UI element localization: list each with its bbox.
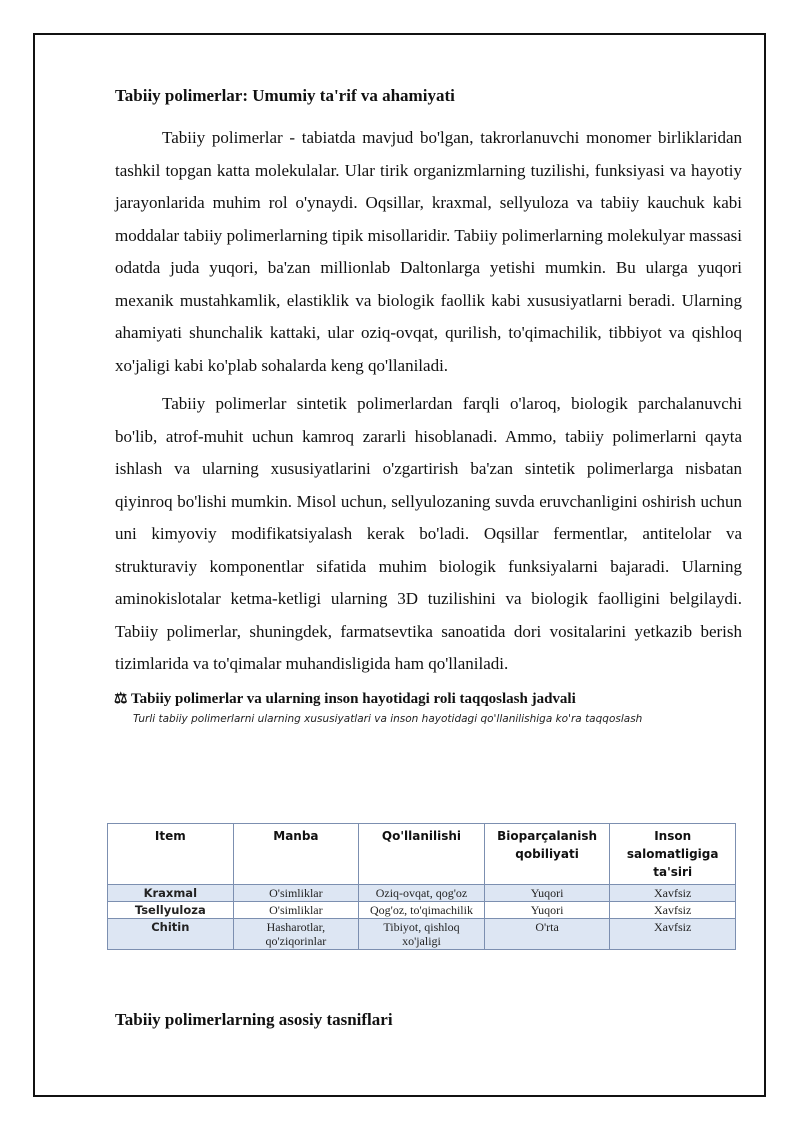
column-header: Item <box>108 824 234 885</box>
table-row <box>108 885 736 902</box>
table-cell: Xavfsiz <box>610 919 736 950</box>
table-cell: Yuqori <box>484 902 610 919</box>
row-header: Chitin <box>108 919 234 950</box>
comparison-table <box>107 823 736 950</box>
table-cell: O'simliklar <box>233 902 359 919</box>
column-header: Inson salomatligiga ta'siri <box>610 824 736 885</box>
table-header-row <box>108 824 736 885</box>
table-cell: Oziq-ovqat, qog'oz <box>359 885 485 902</box>
table-cell: Yuqori <box>484 885 610 902</box>
column-header: Bioparçalanish qobiliyati <box>484 824 610 885</box>
table-cell: Xavfsiz <box>610 885 736 902</box>
table-title <box>114 689 742 709</box>
table-subtitle: Turli tabiiy polimerlarni ularning xususiyatlari va inson hayotidagi qo'llanilishiga ko'ra taqqoslash <box>133 712 643 725</box>
row-header: Kraxmal <box>108 885 234 902</box>
table-cell: Tibiyot, qishloq xo'jaligi <box>359 919 485 950</box>
table-cell: O'simliklar <box>233 885 359 902</box>
table-row <box>108 902 736 919</box>
row-header: Tsellyuloza <box>108 902 234 919</box>
table-cell: Hasharotlar, qo'ziqorinlar <box>233 919 359 950</box>
table-row <box>108 919 736 950</box>
table-title-text: Tabiiy polimerlar va ularning inson hayotidagi roli taqqoslash jadvali <box>130 690 576 707</box>
table-cell: Xavfsiz <box>610 902 736 919</box>
section-heading: Tabiiy polimerlarning asosiy tasniflari <box>115 1010 393 1029</box>
paragraph: Tabiiy polimerlar - tabiatda mavjud bo'lgan, takrorlanuvchi monomer birliklaridan tashkil topgan katta molekulalar. Ular tirik organizmlarning tuzilishi, funksiyasi va hayotiy jarayonlarida muhim rol o'ynaydi. Oqsillar, kraxmal, sellyuloza va tabiiy kauchuk kabi moddalar tabiiy polimerlarning tipik misollaridir. Tabiiy polimerlarning molekulyar massasi odatda juda yuqori, ba'zan millionlab Daltonlarga yetishi mumkin. Bu ularga yuqori mexanik mustahkamlik, elastiklik va biologik faollik kabi xususiyatlarni beradi. Ularning ahamiyati shunchalik kattaki, ular oziq-ovqat, qurilish, to'qimachilik, tibbiyot va qishloq xo'jaligi kabi ko'plab sohalarda keng qo'llaniladi. <box>115 128 742 375</box>
column-header: Manba <box>233 824 359 885</box>
section-heading: Tabiiy polimerlar: Umumiy ta'rif va ahamiyati <box>115 86 455 105</box>
scales-icon: ⚖ <box>114 690 128 707</box>
paragraph: Tabiiy polimerlar sintetik polimerlardan farqli o'laroq, biologik parchalanuvchi bo'lib, atrof-muhit uchun kamroq zararli hisoblanadi. Ammo, tabiiy polimerlarni qayta ishlash va ularning xususiyatlarini o'zgartirish ba'zan sintetik polimerlarga nisbatan qiyinroq bo'lishi mumkin. Misol uchun, sellyulozaning suvda eruvchanligini oshirish uchun uni kimyoviy modifikatsiyalash kerak bo'ladi. Oqsillar fermentlar, antitelolar va strukturaviy komponentlar sifatida muhim biologik funksiyalarni bajaradi. Ularning aminokislotalar ketma-ketligi ularning 3D tuzilishini va biologik faolligini belgilaydi. Tabiiy polimerlar, shuningdek, farmatsevtika sanoatida dori vositalarini yetkazib berish tizimlarida va to'qimalar muhandisligida ham qo'llaniladi. <box>115 394 742 673</box>
column-header: Qo'llanilishi <box>359 824 485 885</box>
table-cell: Qog'oz, to'qimachilik <box>359 902 485 919</box>
document-body <box>115 84 742 731</box>
table-cell: O'rta <box>484 919 610 950</box>
